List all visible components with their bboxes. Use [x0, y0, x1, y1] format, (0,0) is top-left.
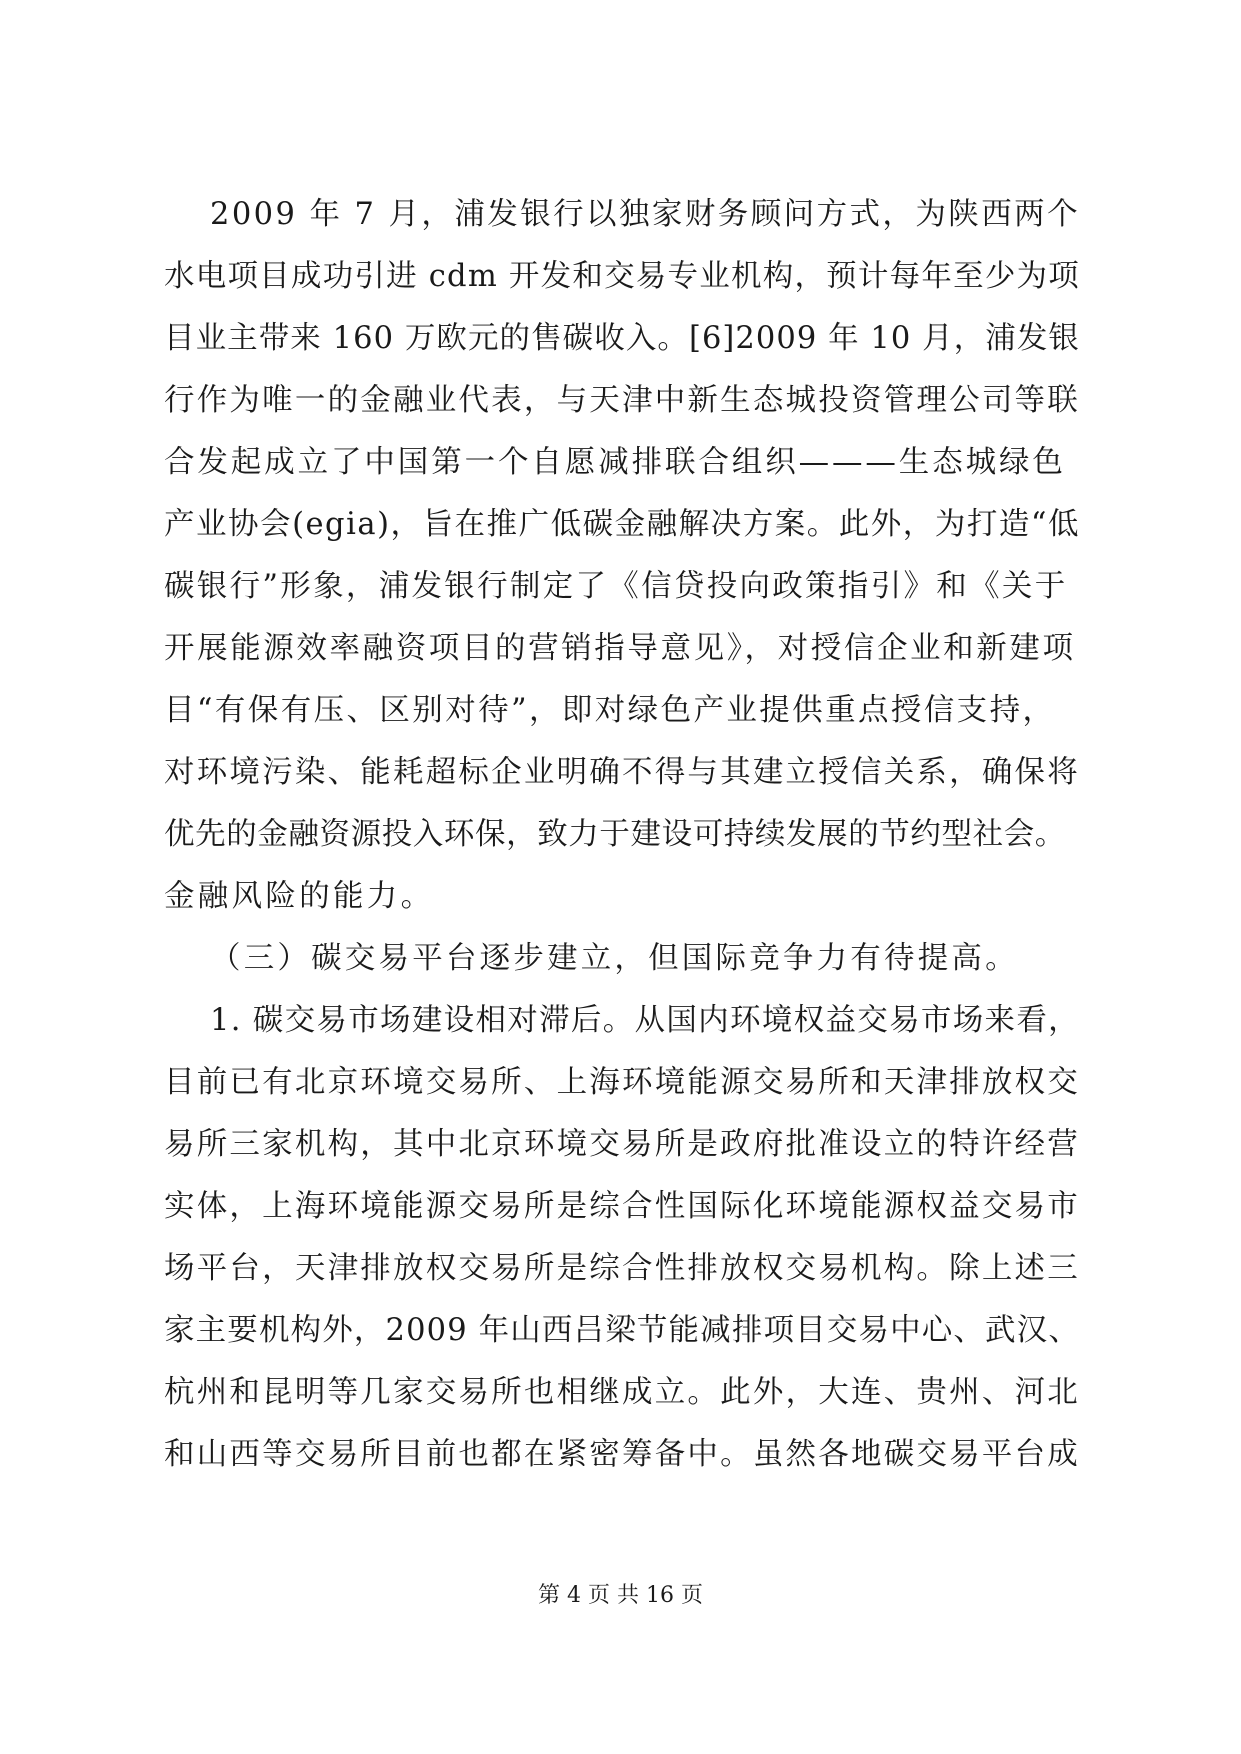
- text-line: 和山西等交易所目前也都在紧密筹备中。虽然各地碳交易平台成: [164, 1437, 1080, 1472]
- text-line: 场平台，天津排放权交易所是综合性排放权交易机构。除上述三: [164, 1251, 1080, 1286]
- text-line: 1. 碳交易市场建设相对滞后。从国内环境权益交易市场来看，: [210, 1003, 1080, 1038]
- text-line: 目业主带来 160 万欧元的售碳收入。[6]2009 年 10 月，浦发银: [164, 321, 1080, 356]
- text-line: 2009 年 7 月，浦发银行以独家财务顾问方式，为陕西两个: [210, 197, 1080, 232]
- text-line: 行作为唯一的金融业代表，与天津中新生态城投资管理公司等联: [164, 383, 1080, 418]
- text-line: 对环境污染、能耗超标企业明确不得与其建立授信关系，确保将: [164, 755, 1080, 790]
- text-line: 金融风险的能力。: [164, 879, 435, 914]
- text-line: 碳银行”形象，浦发银行制定了《信贷投向政策指引》和《关于: [164, 569, 1068, 604]
- text-line: 易所三家机构，其中北京环境交易所是政府批准设立的特许经营: [164, 1127, 1080, 1162]
- text-line: 开展能源效率融资项目的营销指导意见》，对授信企业和新建项: [164, 631, 1076, 666]
- text-line: 合发起成立了中国第一个自愿减排联合组织———生态城绿色: [164, 445, 1066, 480]
- page-footer: 第 4 页 共 16 页: [538, 1583, 703, 1608]
- text-line: 家主要机构外，2009 年山西吕梁节能减排项目交易中心、武汉、: [164, 1313, 1080, 1348]
- text-line: 实体，上海环境能源交易所是综合性国际化环境能源权益交易市: [164, 1189, 1080, 1224]
- text-line: 目前已有北京环境交易所、上海环境能源交易所和天津排放权交: [164, 1065, 1080, 1100]
- text-line: 产业协会(egia)，旨在推广低碳金融解决方案。此外，为打造“低: [164, 507, 1080, 542]
- text-line: 杭州和昆明等几家交易所也相继成立。此外，大连、贵州、河北: [164, 1375, 1080, 1410]
- text-line: 目“有保有压、区别对待”，即对绿色产业提供重点授信支持，: [164, 693, 1056, 728]
- text-line: 水电项目成功引进 cdm 开发和交易专业机构，预计每年至少为项: [164, 259, 1080, 294]
- section-heading: （三）碳交易平台逐步建立，但国际竞争力有待提高。: [210, 941, 1019, 976]
- text-line: 优先的金融资源投入环保，致力于建设可持续发展的节约型社会。: [164, 817, 1066, 852]
